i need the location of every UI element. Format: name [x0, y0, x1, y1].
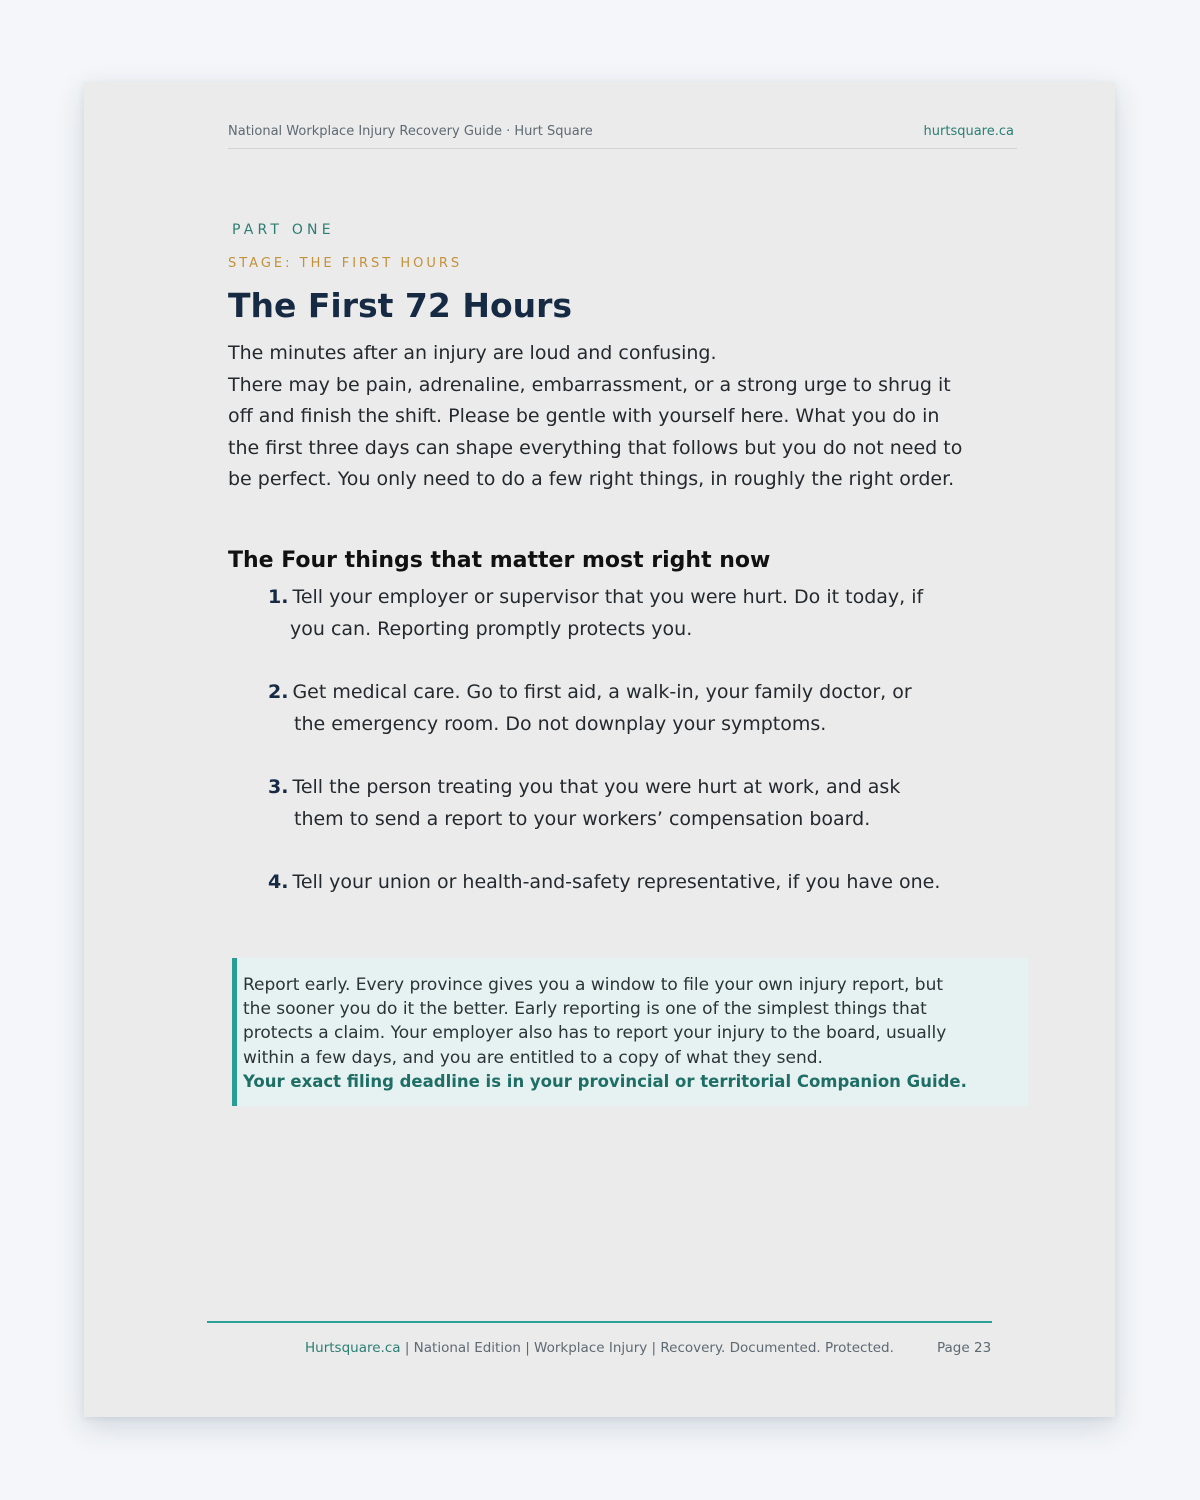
step-text: Tell your union or health-and-safety representative, if you have one. [292, 871, 941, 893]
step-text-continued: the emergency room. Do not downplay your symptoms. [294, 712, 827, 735]
intro-line: the first three days can shape everything that follows but you do not need to [228, 436, 963, 459]
list-item [268, 867, 940, 899]
step-number: 4. [268, 871, 289, 893]
callout-line: within a few days, and you are entitled to a copy of what they send. [243, 1047, 823, 1068]
footer-site-link[interactable]: Hurtsquare.ca [305, 1340, 401, 1356]
list-item [268, 582, 940, 645]
step-number: 1. [268, 586, 289, 608]
step-text: Get medical care. Go to first aid, a walk-in, your family doctor, or [292, 681, 912, 703]
stage-label: STAGE: THE FIRST HOURS [228, 256, 463, 271]
callout-box [232, 958, 1028, 1106]
step-text: Tell your employer or supervisor that you were hurt. Do it today, if [292, 586, 924, 608]
intro-text: There may be pain, adrenaline, embarrassment, or a strong urge to shrug it [228, 373, 951, 396]
list-item [268, 772, 940, 835]
intro-line: off and finish the shift. Please be gentle with yourself here. What you do in [228, 405, 940, 427]
footer-divider [207, 1321, 992, 1323]
callout-text [243, 973, 1015, 1094]
header-site-link[interactable]: hurtsquare.ca [923, 124, 1014, 139]
intro-line [228, 370, 1013, 402]
step-number: 2. [268, 681, 289, 703]
intro-paragraph [228, 338, 1013, 496]
page-title: The First 72 Hours [228, 286, 573, 325]
steps-list [268, 582, 940, 931]
callout-text-line: Report early. Every province gives you a window to file your own injury report, but [243, 975, 944, 995]
callout-emphasis: Your exact filing deadline is in your provincial or territorial Companion Guide. [243, 1071, 967, 1091]
running-header [228, 124, 1017, 149]
part-label: PART ONE [232, 222, 335, 238]
intro-line: be perfect. You only need to do a few right things, in roughly the right order. [228, 468, 955, 490]
page-number: Page 23 [937, 1340, 992, 1356]
footer [305, 1340, 894, 1356]
footer-tagline: | National Edition | Workplace Injury | Recovery. Documented. Protected. [400, 1340, 894, 1356]
callout-line: the sooner you do it the better. Early reporting is one of the simplest things that [243, 999, 927, 1020]
step-number: 3. [268, 776, 289, 798]
list-heading: The Four things that matter most right now [228, 548, 771, 573]
header-guide-title: National Workplace Injury Recovery Guide · Hurt Square [228, 124, 593, 139]
callout-line: protects a claim. Your employer also has to report your injury to the board, usually [243, 1023, 947, 1044]
list-item [268, 677, 940, 740]
document-page [84, 82, 1115, 1417]
step-text-continued: them to send a report to your workers’ compensation board. [294, 807, 871, 830]
step-text-continued: you can. Reporting promptly protects you. [290, 617, 693, 640]
callout-line [243, 973, 1015, 997]
step-text: Tell the person treating you that you were hurt at work, and ask [292, 776, 901, 798]
intro-line: The minutes after an injury are loud and confusing. [228, 342, 717, 364]
